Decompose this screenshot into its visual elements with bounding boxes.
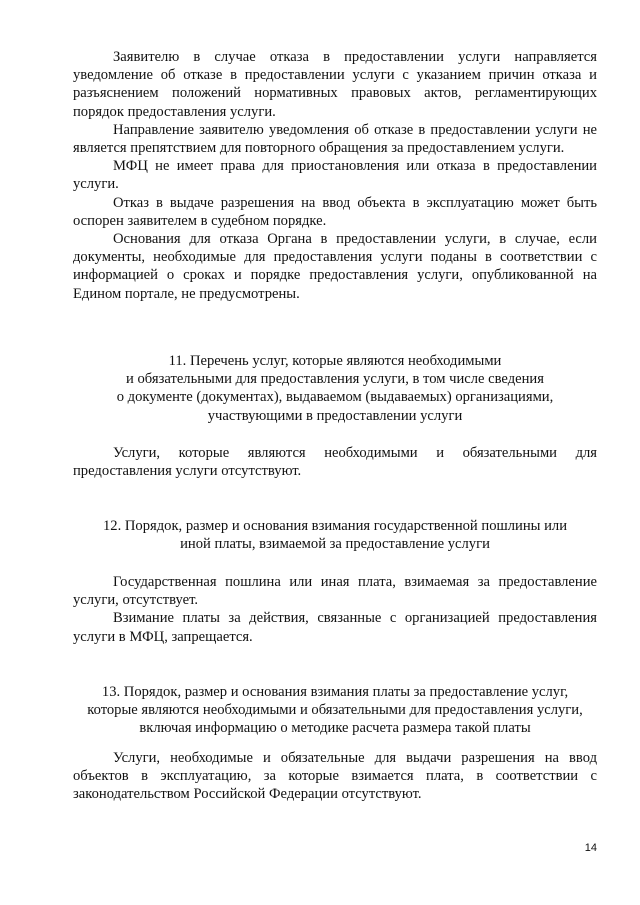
page-number: 14 <box>584 842 597 854</box>
section-11-heading <box>73 352 597 425</box>
section-11-heading-line-3: о документе (документах), выдаваемом (выдаваемых) организациями, <box>116 389 554 406</box>
section-13-body <box>73 749 597 804</box>
section-13-heading-line-2: которые являются необходимыми и обязательными для предоставления услуги, <box>87 702 583 719</box>
intro-section <box>73 48 597 303</box>
intro-paragraph-5: Основания для отказа Органа в предоставлении услуги, в случае, если документы, необходимые для предоставления услуги поданы в соответствии с информацией о сроках и порядке предоставления услуги, опубликованной на Едином портале, не предусмотрены. <box>73 231 597 302</box>
section-13-paragraph-1: Услуги, необходимые и обязательные для выдачи разрешения на ввод объектов в эксплуатацию, за которые взимается плата, в соответствии с законодательством Российской Федерации отсутствуют. <box>73 750 597 803</box>
section-12-paragraph-1: Государственная пошлина или иная плата, взимаемая за предоставление услуги, отсутствует. <box>73 574 597 609</box>
section-13-heading-line-3: включая информацию о методике расчета размера такой платы <box>139 720 531 737</box>
intro-paragraph-1: Заявителю в случае отказа в предоставлении услуги направляется уведомление об отказе в предоставлении услуги с указанием причин отказа и разъяснением положений нормативных правовых актов, регламентирующих порядок предоставления услуги. <box>73 49 597 120</box>
section-11-heading-line-2: и обязательными для предоставления услуги, в том числе сведения <box>126 371 544 388</box>
section-11-paragraph-1: Услуги, которые являются необходимыми и обязательными для предоставления услуги отсутствуют. <box>73 445 597 480</box>
intro-paragraph-2: Направление заявителю уведомления об отказе в предоставлении услуги не является препятствием для повторного обращения за предоставлением услуги. <box>73 121 597 157</box>
section-13-heading <box>73 683 597 738</box>
section-12-heading-line-2: иной платы, взимаемой за предоставление услуги <box>180 536 490 553</box>
intro-paragraph-4: Отказ в выдаче разрешения на ввод объекта в эксплуатацию может быть оспорен заявителем в судебном порядке. <box>73 194 597 229</box>
section-13-heading-line-1: 13. Порядок, размер и основания взимания платы за предоставление услуг, <box>101 684 569 700</box>
intro-paragraph-3: МФЦ не имеет права для приостановления или отказа в предоставлении услуги. <box>73 158 597 193</box>
section-11-body <box>73 444 597 480</box>
section-11-heading-line-4: участвующими в предоставлении услуги <box>207 407 463 424</box>
section-12-paragraph-2: Взимание платы за действия, связанные с организацией предоставления услуги в МФЦ, запрещается. <box>73 610 597 645</box>
section-12-body <box>73 573 597 646</box>
section-12-heading-line-1: 12. Порядок, размер и основания взимания государственной пошлины или <box>102 518 567 534</box>
section-12-heading <box>73 517 597 553</box>
section-11-heading-line-1: 11. Перечень услуг, которые являются необходимыми <box>168 353 502 369</box>
